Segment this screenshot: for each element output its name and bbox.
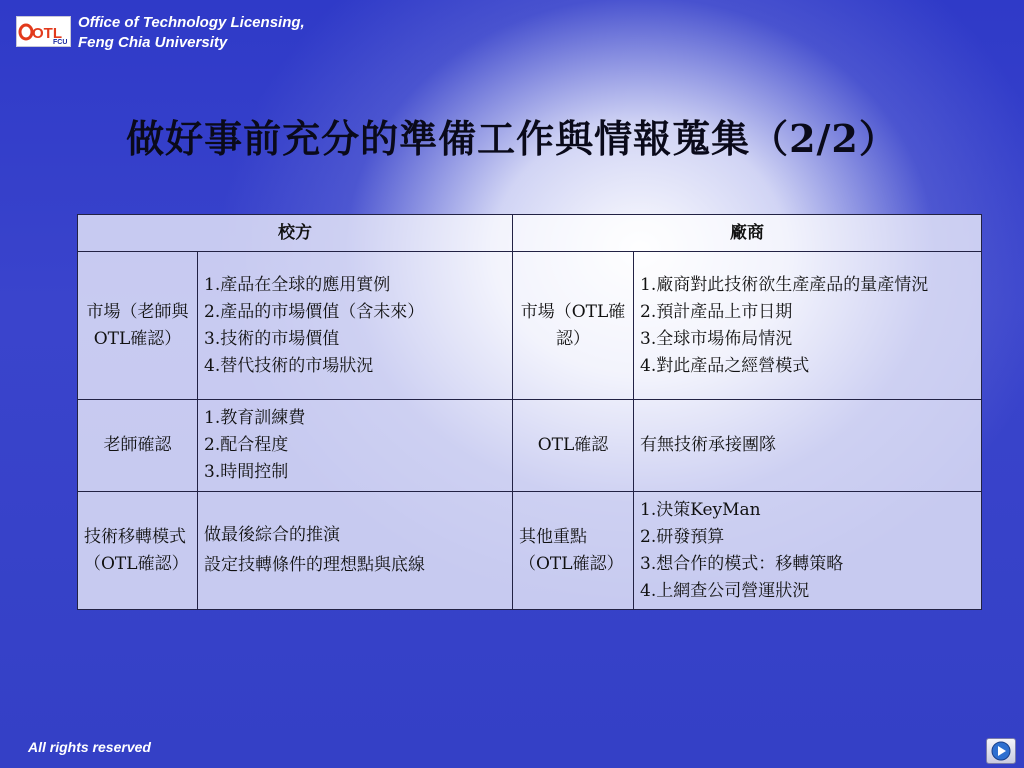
school-label: 技術移轉模式（OTL確認） [78,492,198,610]
comparison-table [77,214,982,610]
list-item: 做最後綜合的推演 [204,525,340,545]
list-item: 3.時間控制 [204,462,289,482]
vendor-label: OTL確認 [513,400,634,492]
school-label: 老師確認 [78,400,198,492]
list-item: 2.配合程度 [204,435,289,455]
list-item: 1.產品在全球的應用實例 [204,274,391,295]
vendor-items [634,492,982,610]
org-line-2: Feng Chia University [78,34,228,51]
list-item: 2.研發預算 [640,526,725,547]
table-header-row [78,215,982,252]
vendor-items [634,252,982,400]
list-item: 2.預計產品上市日期 [640,301,793,322]
otl-logo [16,16,71,47]
school-items [198,400,513,492]
table-row [78,252,982,400]
org-line-1: Office of Technology Licensing, [78,14,305,31]
list-item: 4.上網查公司營運狀況 [640,580,810,601]
logo-sub: FCU [53,39,68,46]
list-item: 3.技術的市場價值 [204,328,340,349]
table-row [78,492,982,610]
list-item: 1.決策KeyMan [640,499,761,520]
school-items [198,252,513,400]
school-items [198,492,513,610]
list-item: 設定技轉條件的理想點與底線 [204,555,425,575]
list-item: 有無技術承接團隊 [640,435,776,455]
list-item: 4.替代技術的市場狀況 [204,355,374,376]
table-row [78,400,982,492]
list-item: 3.全球市場佈局情況 [640,328,793,349]
org-name [78,13,305,53]
header-school: 校方 [78,215,513,252]
logo-text: OTL [32,25,62,42]
list-item: 3.想合作的模式：移轉策略 [640,553,844,574]
vendor-items [634,400,982,492]
next-slide-button[interactable] [986,738,1016,764]
slide-title: 做好事前充分的準備工作與情報蒐集（2/2） [126,116,898,161]
play-next-icon [989,740,1013,762]
school-label: 市場（老師與OTL確認） [78,252,198,400]
list-item: 1.廠商對此技術欲生產產品的量產情況 [640,274,929,295]
list-item: 4.對此產品之經營模式 [640,355,810,376]
header-vendor: 廠商 [513,215,982,252]
vendor-label: 市場（OTL確認） [513,252,634,400]
vendor-label: 其他重點（OTL確認） [513,492,634,610]
list-item: 2.產品的市場價值（含未來） [204,301,425,322]
list-item: 1.教育訓練費 [204,408,306,428]
copyright-footer: All rights reserved [28,739,151,755]
